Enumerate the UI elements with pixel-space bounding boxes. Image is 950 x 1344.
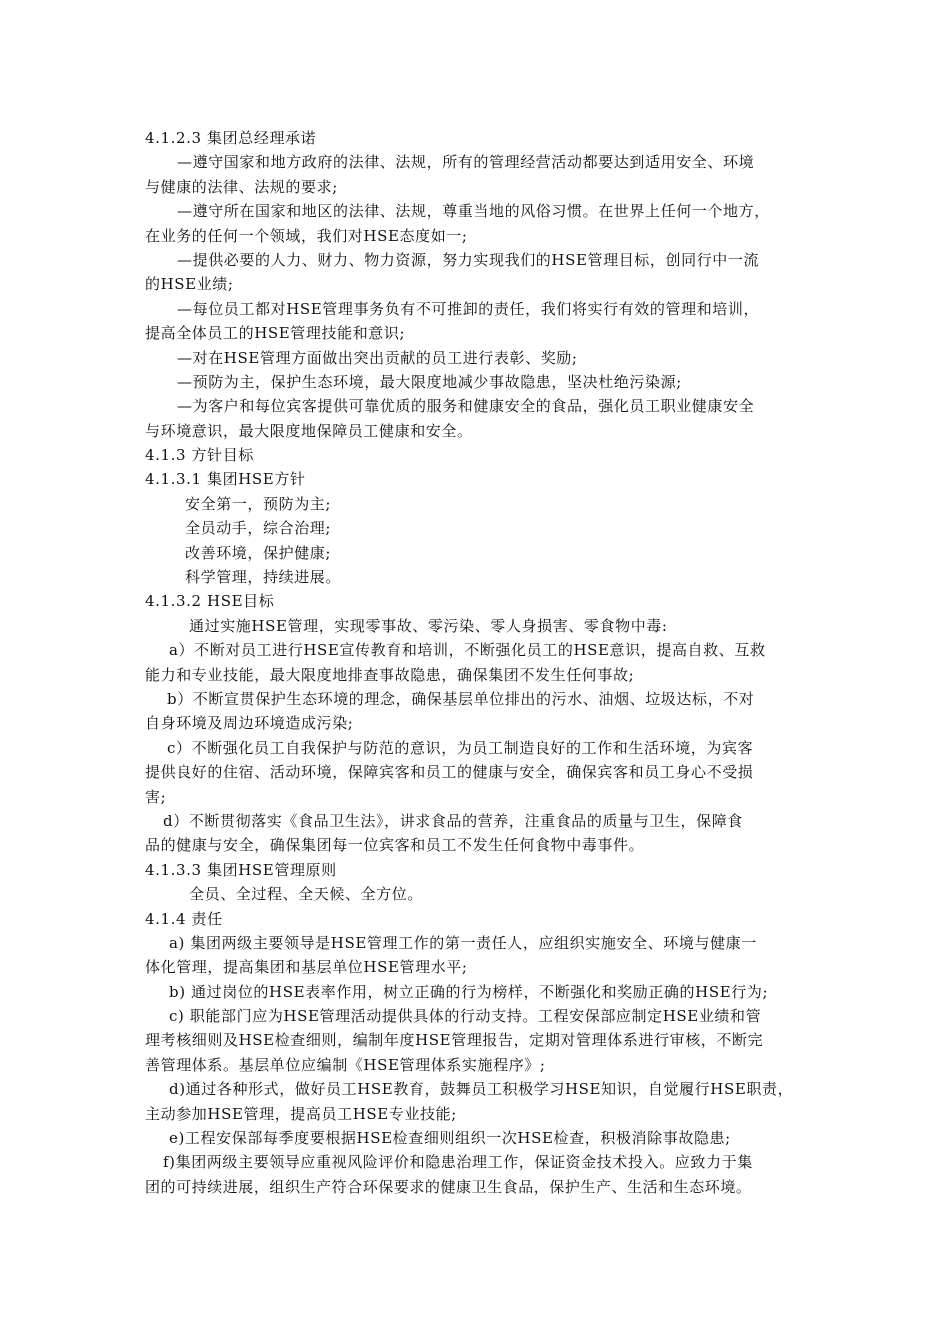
policy-line: 安全第一，预防为主; (185, 494, 332, 513)
paragraph-line: —遵守所在国家和地区的法律、法规，尊重当地的风俗习惯。在世界上任何一个地方， (177, 202, 770, 221)
paragraph-line: 通过实施HSE管理，实现零事故、零污染、零人身损害、零食物中毒: (189, 616, 668, 635)
paragraph-line: b) 通过岗位的HSE表率作用，树立正确的行为榜样，不断强化和奖励正确的HSE行为; (169, 982, 769, 1001)
paragraph-line: f)集团两级主要领导应重视风险评价和隐患治理工作，保证资金技术投入。应致力于集 (163, 1153, 753, 1172)
section-heading-4-1-3-1: 4.1.3.1 集团HSE方针 (145, 470, 306, 489)
section-heading-4-1-3-3: 4.1.3.3 集团HSE管理原则 (145, 860, 337, 879)
paragraph-line: c) 职能部门应为HSE管理活动提供具体的行动支持。工程安保部应制定HSE业绩和管 (169, 1007, 762, 1026)
policy-line: 科学管理，持续进展。 (185, 568, 342, 587)
paragraph-line: 在业务的任何一个领域，我们对HSE态度如一; (145, 226, 468, 245)
paragraph-line: —为客户和每位宾客提供可靠优质的服务和健康安全的食品，强化员工职业健康安全 (177, 397, 755, 416)
paragraph-line: —对在HSE管理方面做出突出贡献的员工进行表彰、奖励; (177, 348, 578, 367)
paragraph-line: 害; (145, 787, 167, 806)
paragraph-line: —每位员工都对HSE管理事务负有不可推卸的责任，我们将实行有效的管理和培训， (177, 299, 760, 318)
policy-line: 全员动手，综合治理; (185, 519, 332, 538)
paragraph-line: 自身环境及周边环境造成污染; (145, 714, 354, 733)
paragraph-line: —遵守国家和地方政府的法律、法规，所有的管理经营活动都要达到适用安全、环境 (177, 153, 755, 172)
paragraph-line: 团的可持续进展，组织生产符合环保要求的健康卫生食品，保护生产、生活和生态环境。 (145, 1177, 752, 1196)
paragraph-line: 理考核细则及HSE检查细则，编制年度HSE管理报告，定期对管理体系进行审核，不断完 (145, 1031, 764, 1050)
paragraph-line: e)工程安保部每季度要根据HSE检查细则组织一次HSE检查，积极消除事故隐患; (169, 1129, 731, 1148)
paragraph-line: 与健康的法律、法规的要求; (145, 177, 338, 196)
section-heading-4-1-2-3: 4.1.2.3 集团总经理承诺 (145, 129, 317, 147)
paragraph-line: a) 集团两级主要领导是HSE管理工作的第一责任人，应组织实施安全、环境与健康一 (169, 933, 757, 952)
paragraph-line: b）不断宣贯保护生态环境的理念，确保基层单位排出的污水、油烟、垃圾达标，不对 (167, 689, 755, 708)
section-heading-4-1-3: 4.1.3 方针目标 (145, 446, 254, 465)
paragraph-line: —预防为主，保护生态环境，最大限度地减少事故隐患，坚决杜绝污染源; (177, 372, 682, 391)
paragraph-line: 品的健康与安全，确保集团每一位宾客和员工不发生任何食物中毒事件。 (145, 836, 645, 855)
paragraph-line: a）不断对员工进行HSE宣传教育和培训，不断强化员工的HSE意识，提高自救、互救 (169, 641, 766, 660)
paragraph-line: d）不断贯彻落实《食品卫生法》，讲求食品的营养，注重食品的质量与卫生，保障食 (163, 811, 743, 830)
paragraph-line: 体化管理，提高集团和基层单位HSE管理水平; (145, 958, 468, 977)
paragraph-line: 善管理体系。基层单位应编制《HSE管理体系实施程序》; (145, 1055, 546, 1074)
paragraph-line: 提供良好的住宿、活动环境，保障宾客和员工的健康与安全，确保宾客和员工身心不受损 (145, 763, 754, 782)
paragraph-line: 能力和专业技能，最大限度地排查事故隐患，确保集团不发生任何事故; (145, 665, 635, 684)
paragraph-line: c）不断强化员工自我保护与防范的意识，为员工制造良好的工作和生活环境，为宾客 (167, 738, 754, 757)
section-heading-4-1-3-2: 4.1.3.2 HSE目标 (145, 592, 275, 611)
policy-line: 改善环境，保护健康; (185, 543, 332, 562)
section-heading-4-1-4: 4.1.4 责任 (145, 909, 223, 928)
paragraph-line: 与环境意识，最大限度地保障员工健康和安全。 (145, 421, 473, 440)
paragraph-line: 提高全体员工的HSE管理技能和意识; (145, 324, 406, 343)
paragraph-line: 全员、全过程、全天候、全方位。 (189, 885, 424, 904)
paragraph-line: d)通过各种形式，做好员工HSE教育，鼓舞员工积极学习HSE知识，自觉履行HSE职责， (169, 1080, 794, 1099)
paragraph-line: —提供必要的人力、财力、物力资源，努力实现我们的HSE管理目标，创同行中一流 (177, 250, 760, 269)
paragraph-line: 的HSE业绩; (145, 275, 234, 294)
paragraph-line: 主动参加HSE管理，提高员工HSE专业技能; (145, 1104, 457, 1123)
document-body (145, 126, 815, 1199)
